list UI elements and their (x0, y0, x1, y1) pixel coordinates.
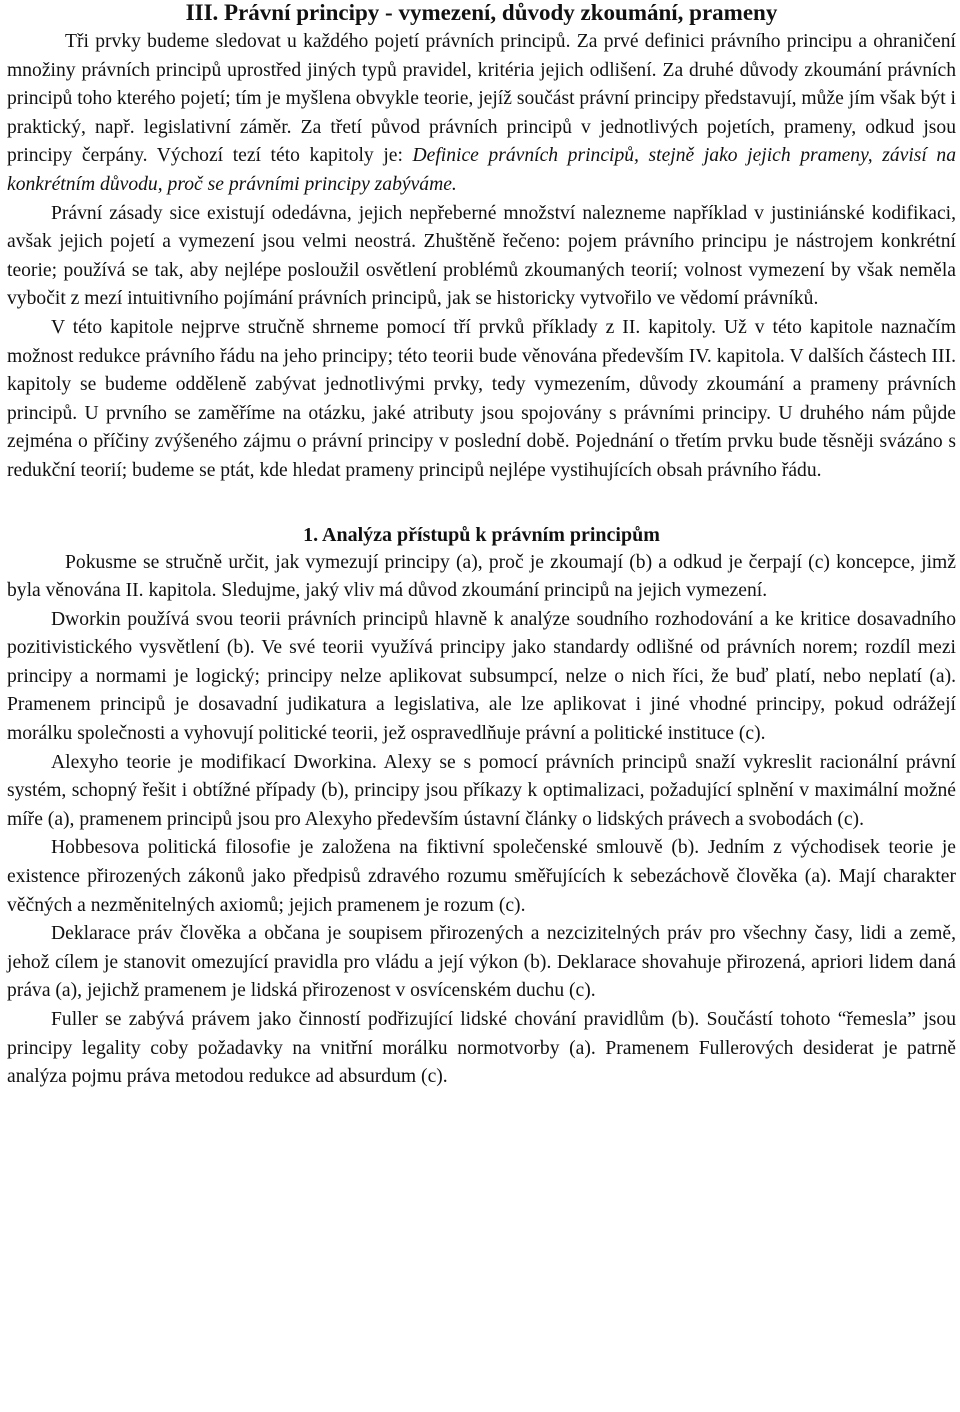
section-paragraph-5: Deklarace práv člověka a občana je soupisem přirozených a nezcizitelných práv pro všechny časy, lidi a země, jehož cílem je stanovit omezující pravidla pro vládu a její výkon (b). Deklarace shovahuje přirozená, apriori lidem daná práva (a), jejichž pramenem je lidská přirozenost v osvícenském duchu (c). (7, 923, 956, 1002)
section-paragraph-2: Dworkin používá svou teorii právních principů hlavně k analýze soudního rozhodování a ke kritice dosavadního pozitivistického vysvětlení (b). Ve své teorii využívá principy jako standardy odlišné od právních norem; rozdíl mezi principy a normami je logický; principy nelze aplikovat subsumpcí, nelze o nich říci, že buď platí, nebo neplatí (a). Pramenem principů je dosavadní judikatura a legislativa, ale lze aplikovat i jiné vhodné principy, pokud odrážejí morálku společnosti a vyhovují politické teorii, jež ospravedlňuje právní a politické instituce (c). (7, 608, 956, 745)
document-page (7, 0, 956, 1092)
section-paragraph-3: Alexyho teorie je modifikací Dworkina. Alexy se s pomocí právních principů snaží vykreslit racionální právní systém, schopný řešit i obtížné případy (b), principy jsou příkazy k optimalizaci, požadující splnění v maximální možné míře (a), pramenem principů jsou pro Alexyho především ústavní články o lidských právech a svobodách (c). (7, 751, 956, 830)
chapter-thesis: Definice právních principů, stejně jako jejich prameny, závisí na konkrétním důvodu, proč se právními principy zabýváme. (7, 145, 957, 195)
intro-paragraph-2: Právní zásady sice existují odedávna, jejich nepřeberné množství nalezneme například v justiniánské kodifikaci, avšak jejich pojetí a vymezení jsou velmi neostrá. Zhuštěně řečeno: pojem právního principu je nástrojem konkrétní teorie; používá se tak, aby nejlépe posloužil osvětlení problémů zkoumaných teorií; volnost vymezení by však neměla vybočit z mezí intuitivního pojímání právních principů, jak se historicky vytvořilo ve vědomí právníků. (7, 202, 956, 310)
section-paragraph-1: Pokusme se stručně určit, jak vymezují principy (a), proč je zkoumají (b) a odkud je čerpají (c) koncepce, jimž byla věnována II. kapitola. Sledujme, jaký vliv má důvod zkoumání principů na jejich vymezení. (7, 551, 956, 602)
intro-paragraph-1 (7, 28, 956, 200)
intro-paragraph-1-text: Tři prvky budeme sledovat u každého pojetí právních principů. Za prvé definici právního principu a ohraničení množiny právních principů uprostřed jiných typů pravidel, kritéria jejich odlišení. Za druhé důvody zkoumání právních principů toho kterého pojetí; tím je myšlena obvykle teorie, jejíž součást právní principy představují, může jím však být i praktický, např. legislativní záměr. Za třetí původ právních principů v jednotlivých pojetích, prameny, odkud jsou principy čerpány. Výchozí tezí této kapitoly je: (7, 31, 956, 167)
chapter-title: III. Právní principy - vymezení, důvody zkoumání, prameny (185, 0, 778, 25)
intro-paragraph-3: V této kapitole nejprve stručně shrneme pomocí tří prvků příklady z II. kapitoly. Už v této kapitole naznačím možnost redukce právního řádu na jeho principy; této teorii bude věnována především IV. kapitola. V dalších částech III. kapitoly se budeme odděleně zabývat jednotlivými prvky, tedy vymezením, důvody zkoumání a prameny právních principů. U prvního se zaměříme na otázku, jaké atributy jsou spojovány s právními principy. U druhého nám půjde zejména o příčiny zvýšeného zájmu o právní principy v poslední době. Pojednání o třetím prvku bude těsněji svázáno s redukční teorií; budeme se ptát, kde hledat prameny principů nejlépe vystihujících obsah právního řádu. (7, 316, 956, 481)
section-title: 1. Analýza přístupů k právním principům (303, 523, 660, 546)
section-paragraph-4: Hobbesova politická filosofie je založena na fiktivní společenské smlouvě (b). Jedním z východisek teorie je existence přirozených zákonů jako předpisů zdravého rozumu směřujících k sebezáchově člověka (a). Mají charakter věčných a nezměnitelných axiomů; jejich pramenem je rozum (c). (7, 837, 956, 916)
section-paragraph-6: Fuller se zabývá právem jako činností podřizující lidské chování pravidlům (b). Součástí tohoto “řemesla” jsou principy legality coby požadavky na vnitřní morálku normotvorby (a). Pramenem Fullerových desiderat je patrně analýza pojmu práva metodou redukce ad absurdum (c). (7, 1009, 956, 1088)
